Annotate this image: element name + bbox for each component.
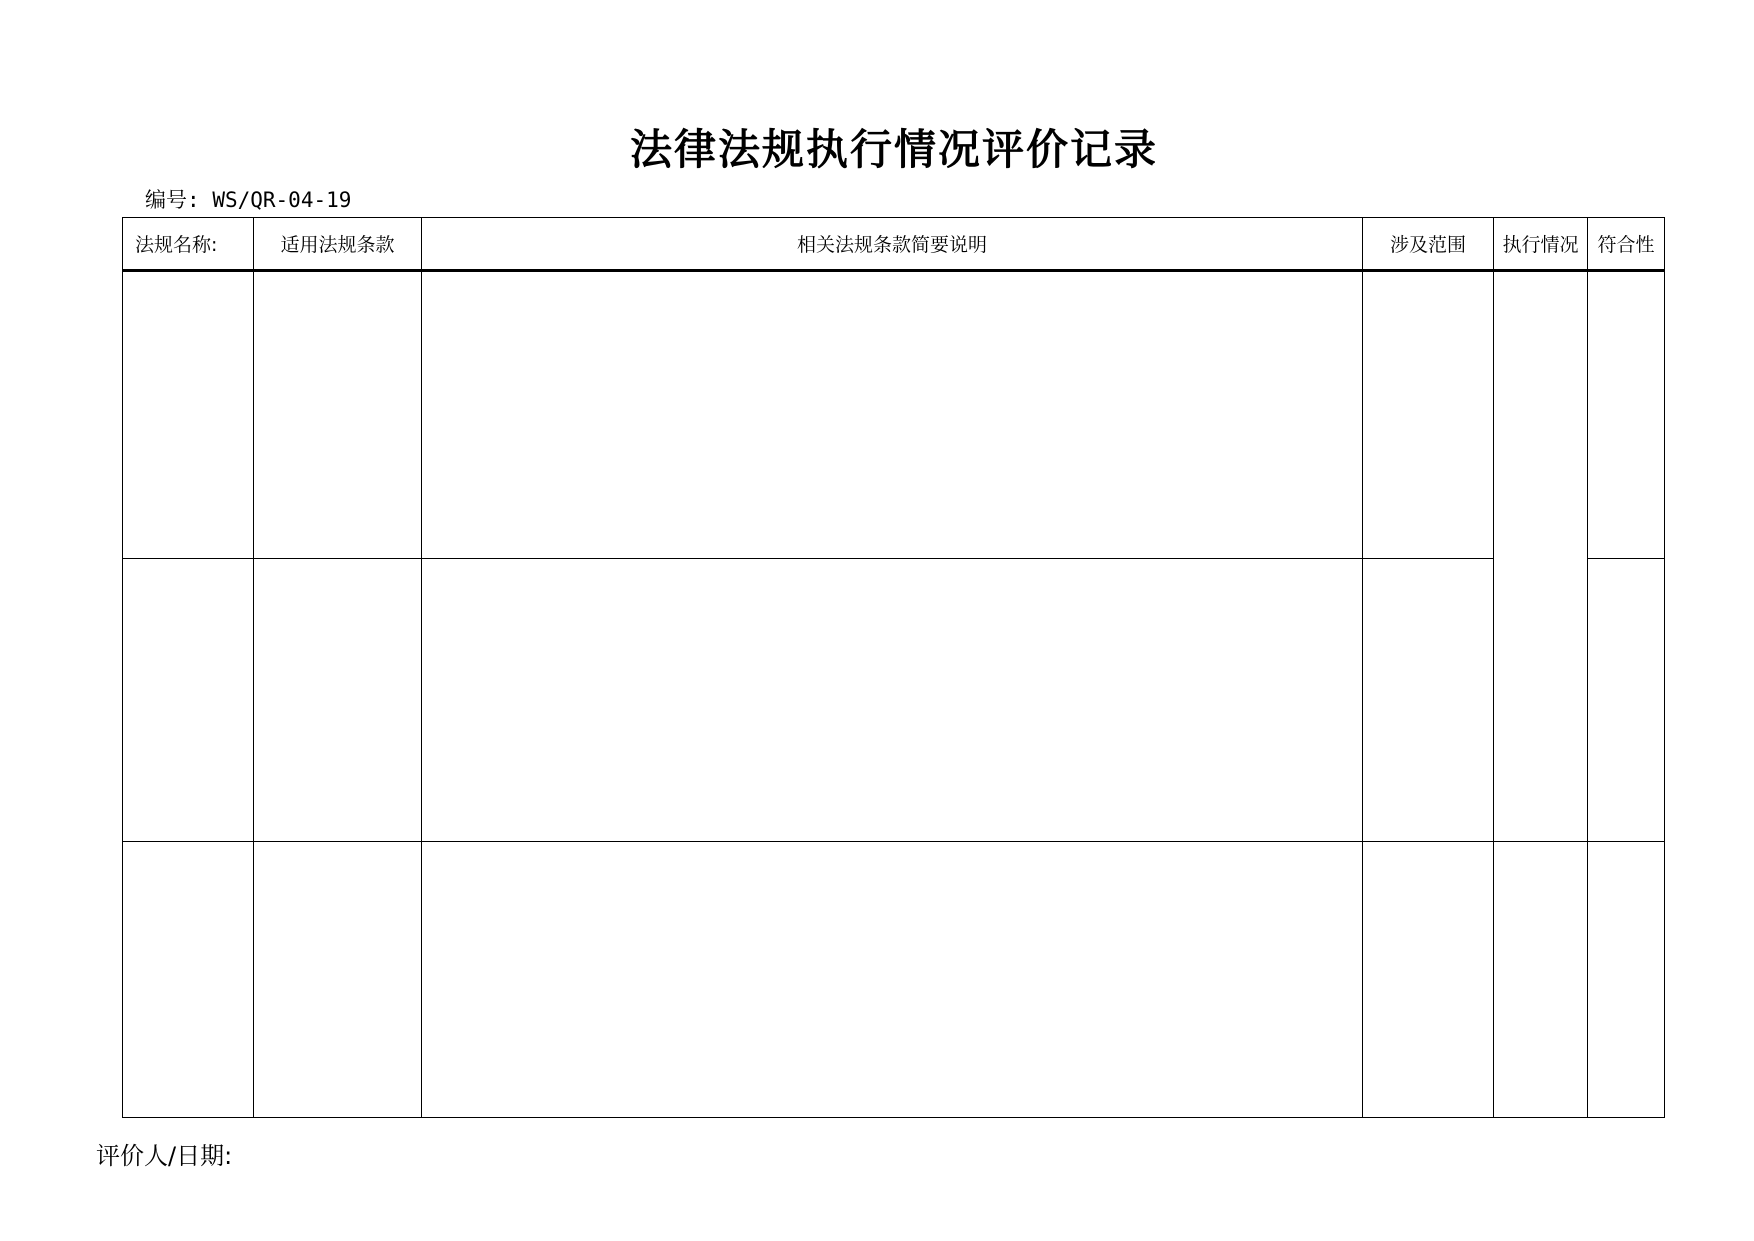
code-label: 编号: (145, 188, 200, 212)
header-implementation: 执行情况 (1494, 218, 1588, 271)
cell-implementation[interactable] (1494, 842, 1588, 1118)
cell-scope[interactable] (1363, 271, 1494, 559)
header-applicable-clauses: 适用法规条款 (254, 218, 422, 271)
header-scope: 涉及范围 (1363, 218, 1494, 271)
table-header-row (123, 218, 1665, 271)
cell-compliance[interactable] (1588, 271, 1665, 559)
code-value: WS/QR-04-19 (212, 188, 352, 212)
cell-scope[interactable] (1363, 842, 1494, 1118)
cell-applicable-clauses[interactable] (254, 559, 422, 842)
cell-regulation-name[interactable] (123, 271, 254, 559)
evaluator-signature-line: 评价人/日期: (96, 1142, 233, 1170)
cell-compliance[interactable] (1588, 842, 1665, 1118)
cell-regulation-name[interactable] (123, 559, 254, 842)
cell-clause-summary[interactable] (422, 271, 1363, 559)
evaluation-table (122, 217, 1665, 1118)
page-title: 法律法规执行情况评价记录 (629, 125, 1158, 174)
cell-applicable-clauses[interactable] (254, 842, 422, 1118)
header-compliance: 符合性 (1588, 218, 1665, 271)
header-clause-summary: 相关法规条款简要说明 (422, 218, 1363, 271)
table-row (123, 559, 1665, 842)
table-row (123, 271, 1665, 559)
table-row (123, 842, 1665, 1118)
cell-applicable-clauses[interactable] (254, 271, 422, 559)
cell-clause-summary[interactable] (422, 842, 1363, 1118)
cell-clause-summary[interactable] (422, 559, 1363, 842)
cell-compliance[interactable] (1588, 559, 1665, 842)
document-code (145, 186, 351, 214)
header-regulation-name: 法规名称: (123, 218, 254, 271)
cell-implementation[interactable] (1494, 271, 1588, 842)
cell-regulation-name[interactable] (123, 842, 254, 1118)
cell-scope[interactable] (1363, 559, 1494, 842)
